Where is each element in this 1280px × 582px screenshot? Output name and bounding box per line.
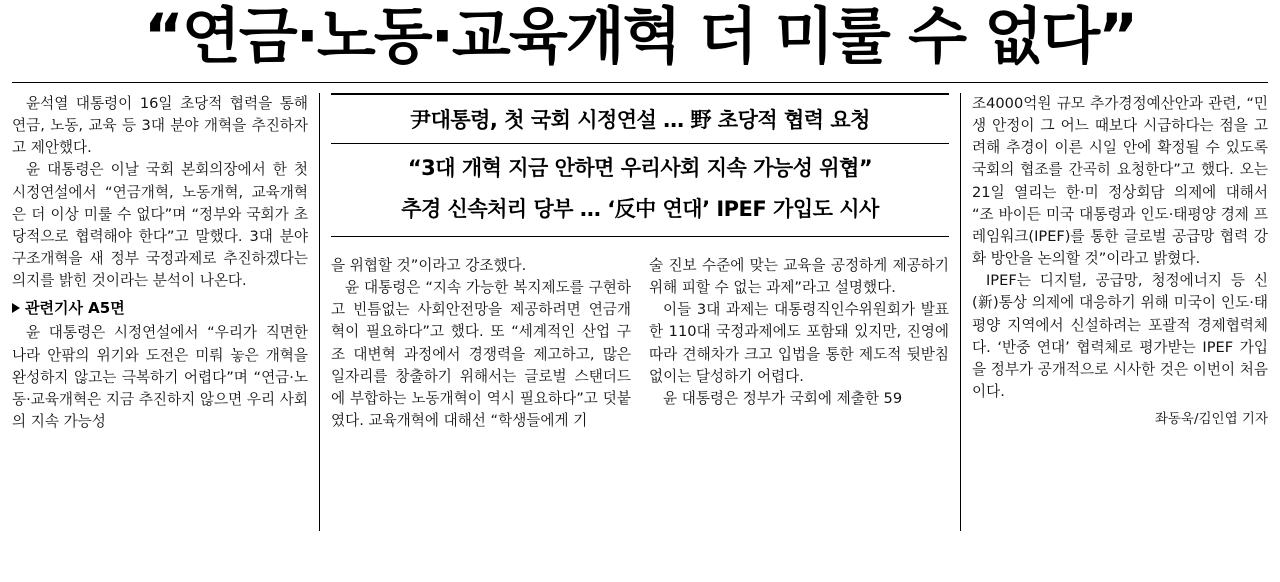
article-columns: [12, 93, 1268, 531]
column-middle: [331, 93, 949, 432]
paragraph: 윤석열 대통령이 16일 초당적 협력을 통해 연금, 노동, 교육 등 3대 분야 개혁을 추진하자고 제안했다.: [12, 94, 308, 157]
middle-lower-columns: [331, 255, 949, 432]
column-1: [12, 93, 308, 433]
related-article-link[interactable]: [12, 297, 308, 318]
page-headline: “연금·노동·교육개혁 더 미룰 수 없다”: [143, 1, 1137, 72]
column-1-text-continued: [12, 322, 308, 433]
column-1-text: [12, 93, 308, 293]
column-4-text: [972, 93, 1268, 403]
column-4: [972, 93, 1268, 427]
paragraph: 을 위협할 것”이라고 강조했다.: [331, 256, 527, 274]
newspaper-page: [0, 1, 1280, 582]
paragraph: 이들 3대 과제는 대통령직인수위원회가 발표한 110대 국정과제에도 포함돼 있지만, 진영에 따라 견해차가 크고 입법을 통한 제도적 뒷받침 없이는 달성하기 어렵다.: [649, 301, 949, 385]
subheadline-block: [331, 93, 949, 237]
article-byline: 좌동욱/김인엽 기자: [1154, 411, 1268, 428]
column-3: [649, 255, 949, 432]
paragraph: 술 진보 수준에 맞는 교육을 공정하게 제공하기 위해 피할 수 없는 과제”라고 설명했다.: [649, 256, 949, 297]
paragraph: 윤 대통령은 시정연설에서 “우리가 직면한 나라 안팎의 위기와 도전은 미뤄 놓은 개혁을 완성하지 않고는 극복하기 어렵다”며 “연금·노동·교육개혁은 지금 추진하지 않으면 우리 사회의 지속 가능성: [12, 324, 308, 431]
paragraph: 윤 대통령은 이날 국회 본회의장에서 한 첫 시정연설에서 “연금개혁, 노동개혁, 교육개혁은 더 이상 미룰 수 없다”며 “정부와 국회가 초당적으로 협력해야 한다”고 말했다. 3대 분야 구조개혁을 새 정부 국정과제로 추진하겠다는 의지를 밝힌 것이라는 분석이 나온다.: [12, 161, 308, 290]
related-article-label: 관련기사 A5면: [25, 299, 125, 318]
column-3-text: [649, 255, 949, 410]
paragraph: 윤 대통령은 “지속 가능한 복지제도를 구현하고 빈틈없는 사회안전망을 제공하려면 연금개혁이 필요하다”고 했다. 또 “세계적인 산업 구조 대변혁 과정에서 경쟁력을 제고하고, 많은 일자리를 창출하기 위해서는 글로벌 스탠더드에 부합하는 노동개혁이 역시 필요하다”고 덧붙였다. 교육개혁에 대해선 “학생들에게 기: [331, 279, 631, 430]
subheadline-line-1: 尹대통령, 첫 국회 시정연설 … 野 초당적 협력 요청: [410, 107, 870, 132]
subheadline-line-3: 추경 신속처리 당부 … ‘反中 연대’ IPEF 가입도 시사: [401, 196, 879, 221]
paragraph: IPEF는 디지털, 공급망, 청정에너지 등 신(新)통상 의제에 대응하기 위해 미국이 인도·태평양 지역에서 신설하려는 포괄적 경제협력체다. ‘반중 연대’ 협력체로 평가받는 IPEF 가입을 정부가 공개적으로 시사한 것은 이번이 처음이다.: [972, 272, 1268, 401]
triangle-marker-icon: [12, 303, 20, 313]
column-2: [331, 255, 631, 432]
headline-divider: [12, 82, 1268, 83]
column-gap: [631, 255, 649, 432]
column-2-text: [331, 255, 631, 432]
paragraph: 윤 대통령은 정부가 국회에 제출한 59: [663, 389, 903, 407]
paragraph: 조4000억원 규모 추가경정예산안과 관련, “민생 안정이 그 어느 때보다 시급하다는 점을 고려해 추경이 이른 시일 안에 확정될 수 있도록 국회의 협조를 간곡히 요청한다”고 했다. 오는 21일 열리는 한·미 정상회담 의제에 대해서 “조 바이든 미국 대통령과 인도·태평양 경제 프레임워크(IPEF)를 통한 글로벌 공급망 협력 강화 방안을 논의할 것”이라고 밝혔다.: [972, 94, 1268, 268]
column-divider: [319, 93, 320, 531]
column-divider: [960, 93, 961, 531]
subheadline-line-2: “3대 개혁 지금 안하면 우리사회 지속 가능성 위협”: [407, 155, 873, 180]
